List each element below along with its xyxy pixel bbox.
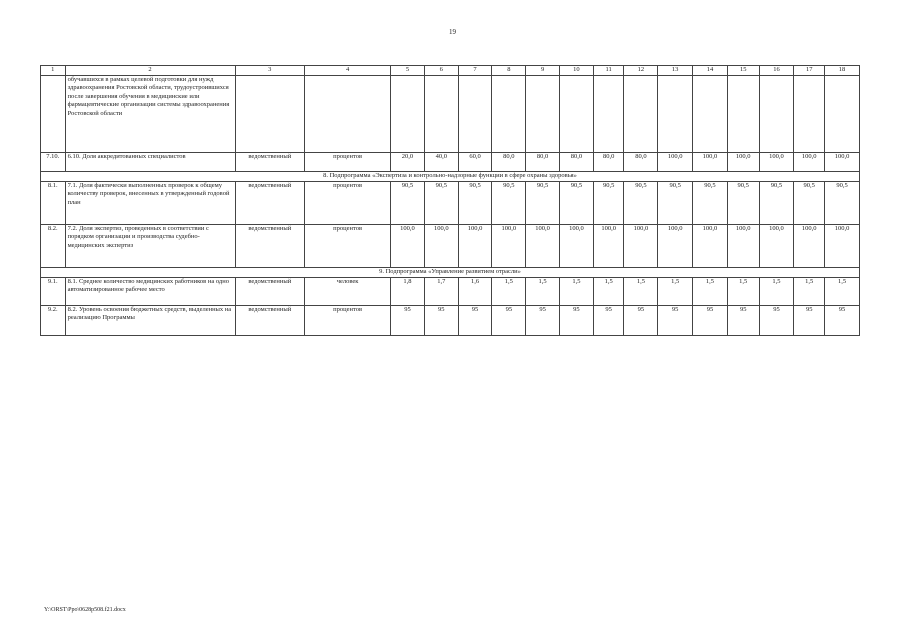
- footer-file-path: Y:\ORST\Ppo\0628p508.f21.docx: [44, 607, 126, 613]
- value-cell: 95: [593, 306, 624, 336]
- row-number: 9.1.: [41, 278, 66, 306]
- value-cell: 1,7: [424, 278, 458, 306]
- value-cell: 1,5: [593, 278, 624, 306]
- value-cell: 90,5: [825, 182, 860, 225]
- col-header: 9: [526, 66, 560, 76]
- value-cell: 95: [727, 306, 759, 336]
- value-cell: 100,0: [658, 225, 693, 268]
- value-cell: 100,0: [424, 225, 458, 268]
- value-cell: 1,5: [624, 278, 658, 306]
- table-row: [41, 225, 860, 268]
- col-header: 7: [458, 66, 492, 76]
- section-title: 8. Подпрограмма «Экспертиза и контрольно-надзорные функции в сфере охраны здоровья»: [41, 172, 860, 182]
- value-cell: 95: [526, 306, 560, 336]
- value-cell: 90,5: [794, 182, 825, 225]
- value-cell: 90,5: [693, 182, 728, 225]
- value-cell: 95: [825, 306, 860, 336]
- value-cell: 80,0: [624, 153, 658, 172]
- value-cell: 100,0: [727, 225, 759, 268]
- indicator-description: 7.1. Доля фактически выполненных проверок к общему количеству проверок, внесенных в утвержденный годовой план: [65, 182, 235, 225]
- col-header: 11: [593, 66, 624, 76]
- row-number: 8.1.: [41, 182, 66, 225]
- value-cell: 80,0: [593, 153, 624, 172]
- value-cell: 90,5: [391, 182, 425, 225]
- col-header: 12: [624, 66, 658, 76]
- indicator-description: 8.1. Среднее количество медицинских работников на одно автоматизированное рабочее место: [65, 278, 235, 306]
- table-row: [41, 278, 860, 306]
- value-cell: 100,0: [391, 225, 425, 268]
- value-cell: 1,6: [458, 278, 492, 306]
- indicator-description: 7.2. Доля экспертиз, проведенных в соответствии с порядком организации и производства судебно-медицинских экспертиз: [65, 225, 235, 268]
- value-cell: 95: [794, 306, 825, 336]
- value-cell: 100,0: [759, 225, 794, 268]
- value-cell: 90,5: [727, 182, 759, 225]
- value-cell: 100,0: [794, 225, 825, 268]
- value-cell: 80,0: [526, 153, 560, 172]
- page-number: 19: [449, 28, 456, 36]
- col-header: 2: [65, 66, 235, 76]
- value-cell: 90,5: [593, 182, 624, 225]
- value-cell: 90,5: [424, 182, 458, 225]
- unit-of-measure: процентов: [305, 153, 391, 172]
- table-row: [41, 153, 860, 172]
- value-cell: 1,5: [492, 278, 526, 306]
- value-cell: 95: [458, 306, 492, 336]
- value-cell: 1,5: [658, 278, 693, 306]
- col-header: 5: [391, 66, 425, 76]
- value-cell: 90,5: [458, 182, 492, 225]
- value-cell: 1,5: [825, 278, 860, 306]
- unit-of-measure: процентов: [305, 225, 391, 268]
- unit-of-measure: человек: [305, 278, 391, 306]
- col-header: 1: [41, 66, 66, 76]
- value-cell: 1,5: [794, 278, 825, 306]
- row-number: 7.10.: [41, 153, 66, 172]
- col-header: 4: [305, 66, 391, 76]
- row-number: [41, 76, 66, 153]
- indicator-type: ведомственный: [235, 306, 305, 336]
- value-cell: 100,0: [658, 153, 693, 172]
- col-header: 15: [727, 66, 759, 76]
- indicator-type: ведомственный: [235, 225, 305, 268]
- value-cell: 100,0: [693, 225, 728, 268]
- value-cell: 1,5: [693, 278, 728, 306]
- value-cell: 95: [560, 306, 594, 336]
- unit-of-measure: процентов: [305, 182, 391, 225]
- value-cell: 95: [693, 306, 728, 336]
- value-cell: 100,0: [759, 153, 794, 172]
- value-cell: 90,5: [526, 182, 560, 225]
- value-cell: 100,0: [492, 225, 526, 268]
- value-cell: 100,0: [794, 153, 825, 172]
- indicator-description: обучавшихся в рамках целевой подготовки для нужд здравоохранения Ростовской области, трудоустроившихся после завершения обучения в медицинские или фармацевтические организации системы здравоохранения Ростовской области: [65, 76, 235, 153]
- value-cell: 1,8: [391, 278, 425, 306]
- value-cell: 90,5: [624, 182, 658, 225]
- indicator-type: ведомственный: [235, 278, 305, 306]
- value-cell: 100,0: [458, 225, 492, 268]
- unit-of-measure: процентов: [305, 306, 391, 336]
- value-cell: 95: [759, 306, 794, 336]
- value-cell: 95: [658, 306, 693, 336]
- value-cell: 100,0: [825, 153, 860, 172]
- indicators-table: [40, 65, 860, 336]
- value-cell: 100,0: [526, 225, 560, 268]
- value-cell: 95: [391, 306, 425, 336]
- value-cell: 60,0: [458, 153, 492, 172]
- value-cell: 1,5: [759, 278, 794, 306]
- value-cell: 100,0: [825, 225, 860, 268]
- indicator-description: 8.2. Уровень освоения бюджетных средств, выделенных на реализацию Программы: [65, 306, 235, 336]
- indicator-type: ведомственный: [235, 153, 305, 172]
- value-cell: 1,5: [727, 278, 759, 306]
- col-header: 14: [693, 66, 728, 76]
- section-row: [41, 268, 860, 278]
- value-cell: 80,0: [560, 153, 594, 172]
- value-cell: 90,5: [658, 182, 693, 225]
- indicator-description: 6.10. Доля аккредитованных специалистов: [65, 153, 235, 172]
- col-header: 6: [424, 66, 458, 76]
- value-cell: 80,0: [492, 153, 526, 172]
- row-number: 9.2.: [41, 306, 66, 336]
- value-cell: 95: [624, 306, 658, 336]
- col-header: 16: [759, 66, 794, 76]
- col-header: 10: [560, 66, 594, 76]
- value-cell: 1,5: [560, 278, 594, 306]
- row-number: 8.2.: [41, 225, 66, 268]
- value-cell: 1,5: [526, 278, 560, 306]
- section-row: [41, 172, 860, 182]
- col-header: 3: [235, 66, 305, 76]
- table-row-continuation: [41, 76, 860, 153]
- value-cell: 100,0: [624, 225, 658, 268]
- value-cell: 20,0: [391, 153, 425, 172]
- value-cell: 90,5: [560, 182, 594, 225]
- value-cell: 90,5: [492, 182, 526, 225]
- header-row: [41, 66, 860, 76]
- value-cell: 90,5: [759, 182, 794, 225]
- col-header: 13: [658, 66, 693, 76]
- indicator-type: ведомственный: [235, 182, 305, 225]
- section-title: 9. Подпрограмма «Управление развитием отрасли»: [41, 268, 860, 278]
- col-header: 18: [825, 66, 860, 76]
- col-header: 8: [492, 66, 526, 76]
- value-cell: 100,0: [727, 153, 759, 172]
- value-cell: 100,0: [560, 225, 594, 268]
- value-cell: 95: [424, 306, 458, 336]
- table-row: [41, 306, 860, 336]
- value-cell: 100,0: [593, 225, 624, 268]
- col-header: 17: [794, 66, 825, 76]
- value-cell: 40,0: [424, 153, 458, 172]
- value-cell: 100,0: [693, 153, 728, 172]
- value-cell: 95: [492, 306, 526, 336]
- table-row: [41, 182, 860, 225]
